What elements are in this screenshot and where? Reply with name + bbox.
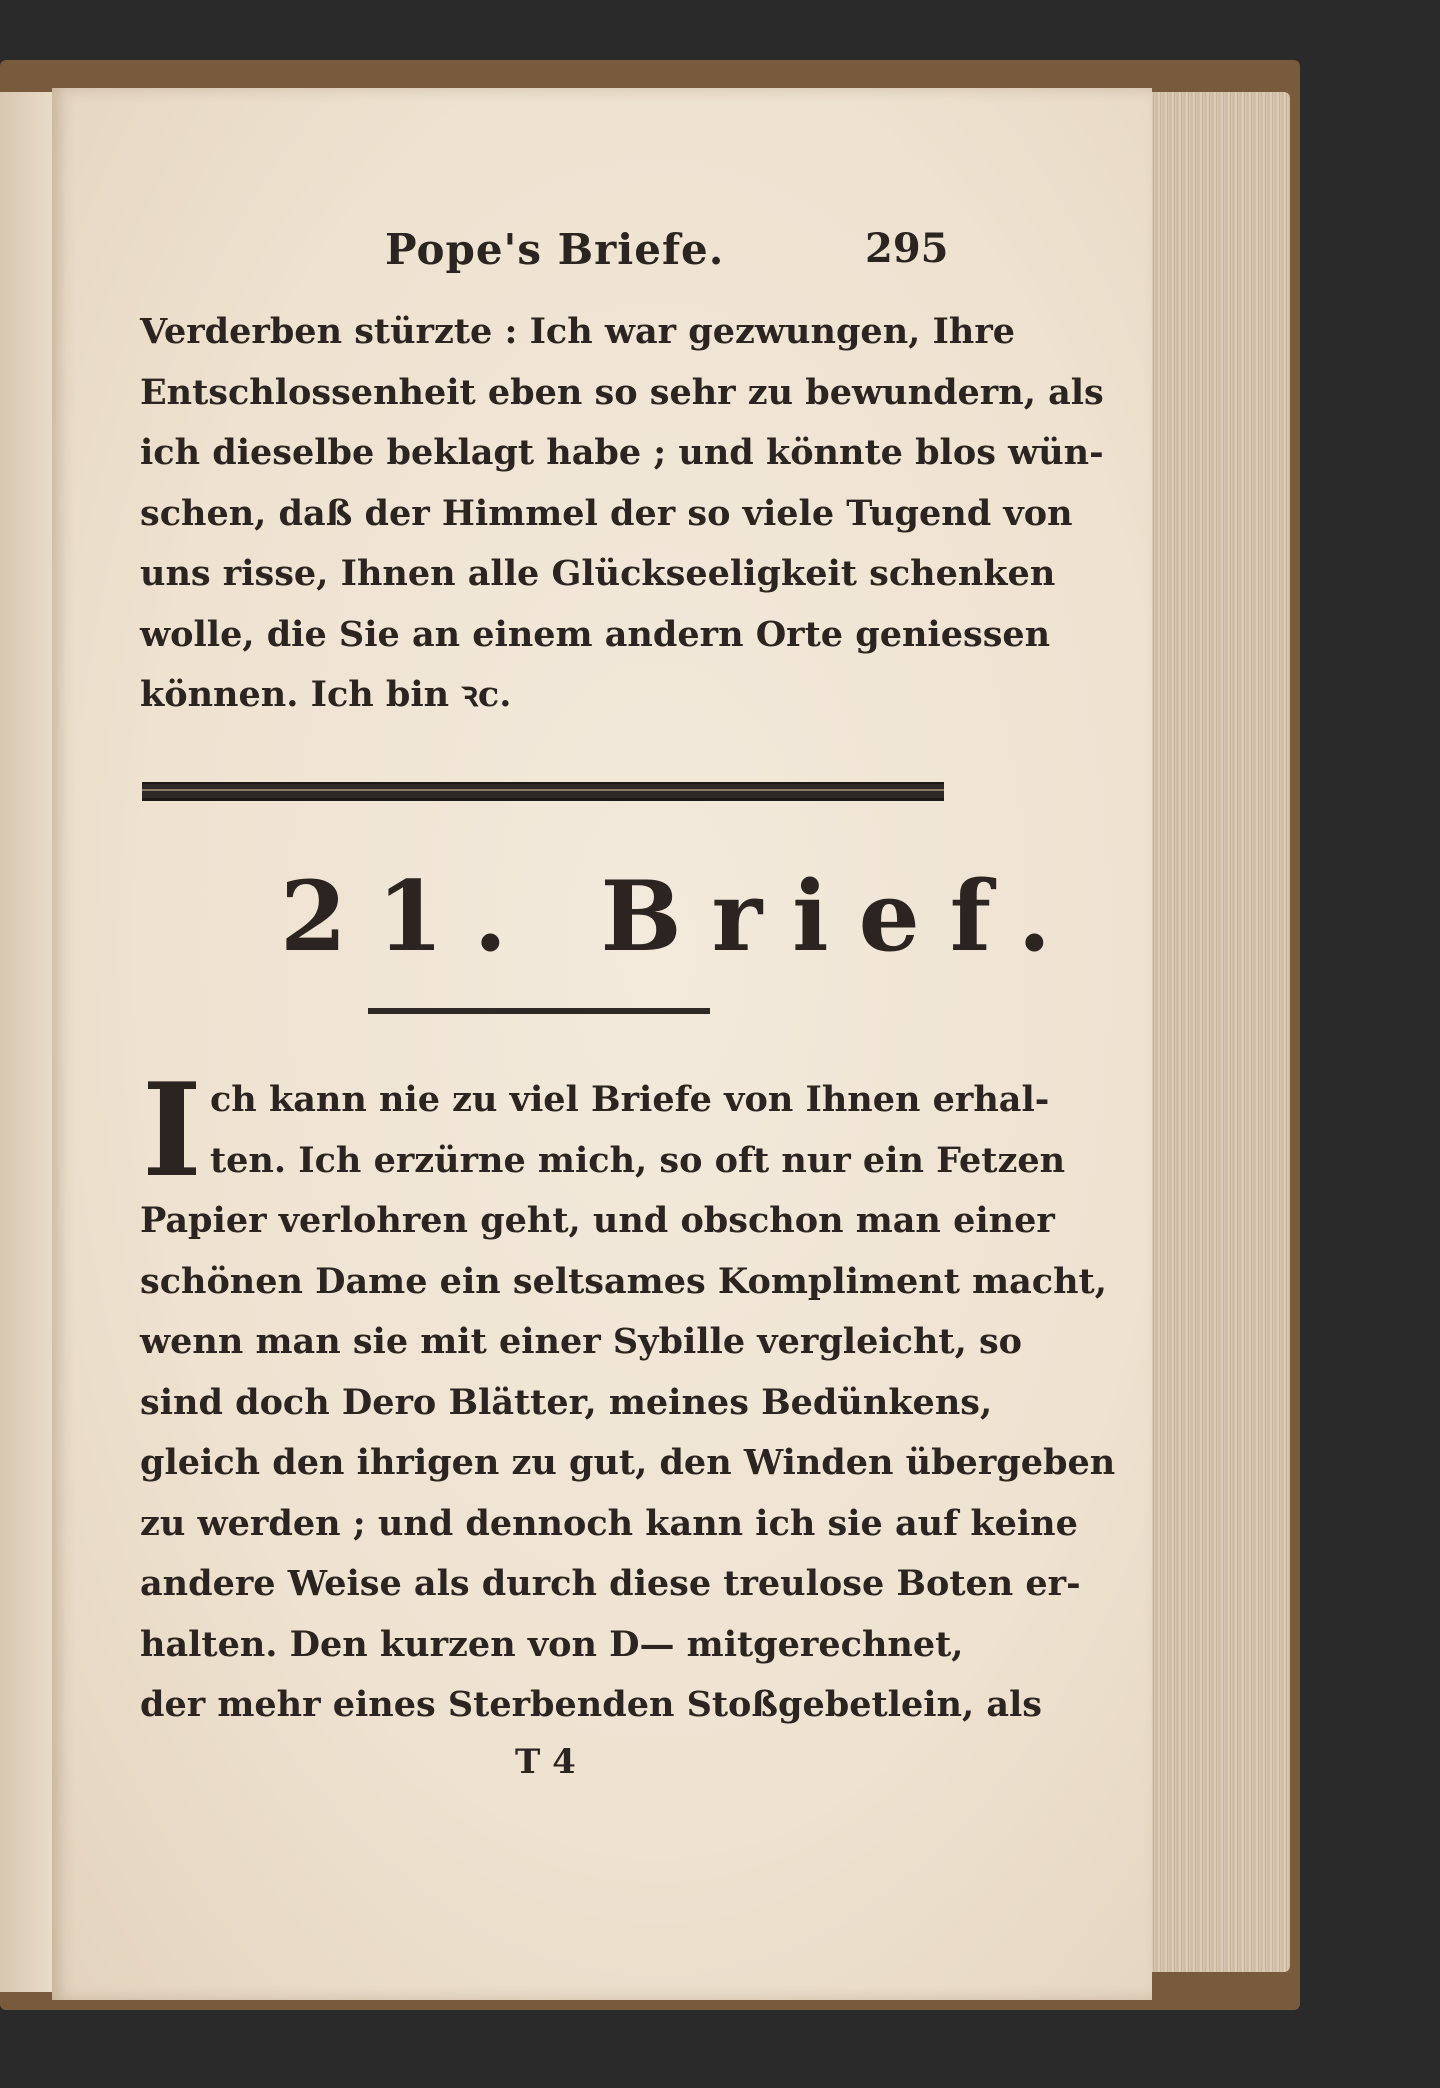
text-line: schen, daß der Himmel der so viele Tugend von [140,492,1073,534]
text-line: ten. Ich erzürne mich, so oft nur ein Fetzen [210,1139,1066,1181]
left-page-edge [0,92,56,1992]
text-line: ich dieselbe beklagt habe ; und könnte blos wün- [140,432,1104,473]
text-line: gleich den ihrigen zu gut, den Winden übergeben [140,1442,1116,1483]
text-line: andere Weise als durch diese treulose Boten er- [140,1563,1081,1604]
signature-mark: T 4 [515,1742,576,1782]
section-divider [142,782,944,801]
drop-cap: I [142,1056,202,1206]
page-number: 295 [865,225,949,272]
text-line: Verderben stürzte : Ich war gezwungen, Ihre [140,311,1016,352]
text-line: der mehr eines Sterbenden Stoßgebetlein, als [140,1684,1043,1725]
text-line: uns risse, Ihnen alle Glückseeligkeit schenken [140,553,1056,594]
running-header: Pope's Briefe. [385,225,725,274]
page-stack-edge [1140,92,1290,1972]
paragraph-one [140,302,1104,726]
text-line: ch kann nie zu viel Briefe von Ihnen erhal- [210,1079,1050,1120]
text-line: Entschlossenheit eben so sehr zu bewundern, als [140,371,1104,413]
paragraph-two [140,1056,1116,1736]
letter-heading: 21. Brief. [280,860,1081,973]
text-line: halten. Den kurzen von D— mitgerechnet, [140,1623,964,1665]
text-line: sind doch Dero Blätter, meines Bedünkens, [140,1381,993,1423]
text-line: wolle, die Sie an einem andern Orte geniessen [140,613,1051,655]
text-line: wenn man sie mit einer Sybille vergleicht, so [140,1321,1023,1362]
text-line: können. Ich bin ꝛc. [140,674,512,715]
text-line: schönen Dame ein seltsames Kompliment macht, [140,1260,1107,1302]
text-line: Papier verlohren geht, und obschon man einer [140,1200,1055,1241]
text-line: zu werden ; und dennoch kann ich sie auf keine [140,1502,1078,1544]
heading-underline [368,1008,710,1014]
